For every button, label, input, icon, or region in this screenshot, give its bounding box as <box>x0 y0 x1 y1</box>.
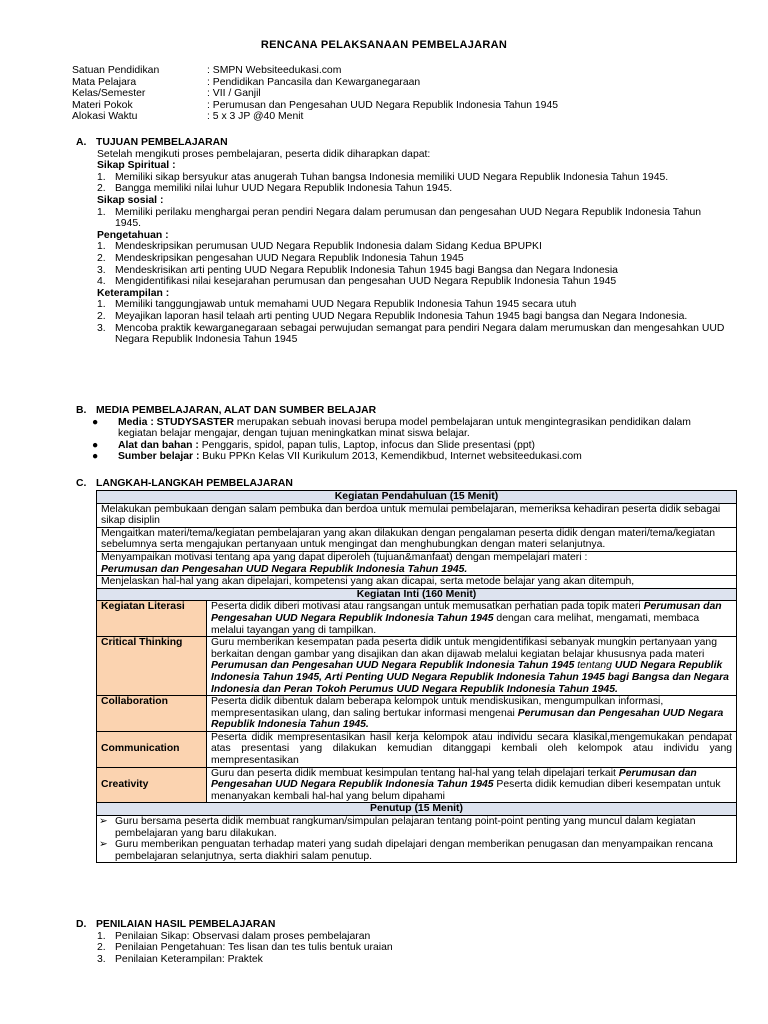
section-c-heading <box>76 478 736 490</box>
text-part: Perumusan dan Pengesahan UUD Negara Republik Indonesia Tahun 1945. <box>211 707 724 731</box>
arrow-bullet-icon: ➢ <box>99 839 108 851</box>
item-number: 3. <box>97 322 106 334</box>
table-row <box>97 491 737 504</box>
list-item <box>90 451 736 463</box>
table-row <box>97 731 737 767</box>
table-row <box>97 551 737 575</box>
critical-thinking-description <box>207 637 737 696</box>
motivation-text: Menyampaikan motivasi tentang apa yang dapat diperoleh (tujuan&manfaat) dengan mempelajari materi : <box>101 551 588 563</box>
item-number: 1. <box>97 206 106 218</box>
table-row <box>97 527 737 551</box>
table-row <box>97 696 737 732</box>
section-c <box>76 478 736 490</box>
identity-row-subject <box>72 77 558 89</box>
identity-value: : Perumusan dan Pengesahan UUD Negara Republik Indonesia Tahun 1945 <box>207 99 559 111</box>
item-label: Sumber belajar : <box>118 451 200 463</box>
section-title: MEDIA PEMBELAJARAN, ALAT DAN SUMBER BELAJAR <box>96 405 377 416</box>
identity-row-topic <box>72 100 558 112</box>
item-text: Penilaian Keterampilan: Praktek <box>115 953 263 965</box>
item-body: merupakan sebuah inovasi berupa model pembelajaran untuk mengintegrasikan pendidikan dalam kegiatan belajar mengajar, dengan tujuan meningkatkan minat siswa belajar. <box>118 416 691 440</box>
text-part: Peserta didik kemudian diberi kesempatan untuk menanyakan kembali hal-hal yang belum dipahami <box>211 779 721 802</box>
opening-activity-header: Kegiatan Pendahuluan (15 Menit) <box>97 491 737 504</box>
core-activity-header: Kegiatan Inti (160 Menit) <box>97 588 737 601</box>
item-number: 2. <box>97 310 106 322</box>
table-row <box>97 576 737 589</box>
item-number: 1. <box>97 171 106 183</box>
identity-block <box>72 65 558 123</box>
list-item <box>97 323 736 346</box>
creativity-description <box>207 767 737 803</box>
text-part: Peserta didik diberi motivasi atau rangsangan untuk memusatkan perhatian pada topik materi <box>211 601 641 613</box>
identity-value: : SMPN Websiteedukasi.com <box>207 65 342 76</box>
section-title: LANGKAH-LANGKAH PEMBELAJARAN <box>96 478 293 489</box>
list-item <box>99 816 732 839</box>
text-part: Guru dan peserta didik membuat kesimpulan tentang hal-hal yang telah dipelajari terkait <box>211 767 619 779</box>
table-row <box>97 637 737 696</box>
identity-label: Kelas/Semester <box>72 88 146 100</box>
identity-row-school <box>72 65 558 77</box>
text-part: dengan cara melihat, mengamati, membaca melalui tayangan yang di tampilkan. <box>211 612 700 636</box>
opening-step <box>97 551 737 575</box>
item-text: Mendeskripsikan pengesahan UUD Negara Republik Indonesia Tahun 1945 <box>115 252 464 264</box>
identity-value: : 5 x 3 JP @40 Menit <box>207 111 304 123</box>
list-item <box>97 276 736 288</box>
text-part: Guru memberikan kesempatan pada peserta didik untuk mengidentifikasi sebanyak mungkin pertanyaan yang berkaitan dengan gambar yang disajikan dan akan dijawab melalui kegiatan belajar khususnya pada materi <box>211 637 717 660</box>
identity-label: Mata Pelajara <box>72 76 137 88</box>
table-row <box>97 803 737 816</box>
list-item <box>97 241 736 253</box>
knowledge-heading: Pengetahuan : <box>97 229 169 241</box>
table-row <box>97 767 737 803</box>
identity-value: : Pendidikan Pancasila dan Kewarganegaraan <box>207 76 421 88</box>
communication-description: Peserta didik mempresentasikan hasil kerja kelompok atau individu secara klasikal,mengemukakan pendapat atas presentasi yang dilakukan kemudian ditanggapi kembali oleh kelompok atau individu yang mempresentasikan <box>207 731 737 767</box>
identity-label: Alokasi Waktu <box>72 111 138 123</box>
table-row <box>97 503 737 527</box>
list-item <box>97 207 736 230</box>
collaboration-label: Collaboration <box>97 696 207 732</box>
item-number: 3. <box>97 264 106 276</box>
opening-step: Menjelaskan hal-hal yang akan dipelajari, kompetensi yang akan dicapai, serta metode belajar yang akan ditempuh, <box>97 576 737 589</box>
item-text: Penilaian Pengetahuan: Tes lisan dan tes tulis bentuk uraian <box>115 942 393 954</box>
item-text: Mendeskripsikan perumusan UUD Negara Republik Indonesia dalam Sidang Kedua BPUPKI <box>115 241 542 253</box>
item-text: Memiliki sikap bersyukur atas anugerah Tuhan bangsa Indonesia memiliki UUD Negara Republik Indonesia Tahun 1945. <box>115 171 669 183</box>
identity-row-time <box>72 111 558 123</box>
text-part: Perumusan dan Pengesahan UUD Negara Republik Indonesia Tahun 1945 <box>211 767 697 791</box>
text-part: UUD Negara Republik Indonesia Tahun 1945, Arti Penting UUD Negara Republik Indonesia Tahun 1945 bagi Bangsa dan Negara Indonesia dan Peran Tokoh Perumus UUD Negara Republik Indonesia Tahun 1945. <box>211 660 729 695</box>
skills-heading: Keterampilan : <box>97 287 170 299</box>
identity-row-class <box>72 88 558 100</box>
identity-label: Satuan Pendidikan <box>72 65 160 76</box>
list-item <box>99 839 732 862</box>
item-body: Buku PPKn Kelas VII Kurikulum 2013, Kemendikbud, Internet websiteedukasi.com <box>199 451 582 463</box>
item-text: Guru memberikan penguatan terhadap materi yang sudah dipelajari dengan memberikan penugasan dan menyampaikan rencana pembelajaran selanjutnya, serta diakhiri salam penutup. <box>115 839 713 862</box>
list-item <box>97 311 736 323</box>
item-text: Mencoba praktik kewarganegaraan sebagai perwujudan semangat para pendiri Negara dalam merumuskan dan mengesahkan UUD Negara Republik Indonesia Tahun 1945 <box>115 322 725 346</box>
item-number: 2. <box>97 252 106 264</box>
opening-step: Mengaitkan materi/tema/kegiatan pembelajaran yang akan dilakukan dengan pengalaman peserta didik dengan materi/tema/kegiatan sebelumnya serta mengajukan pertanyaan untuk mengingat dan menghubungkan dengan materi selanjutnya. <box>97 527 737 551</box>
list-item <box>90 440 736 452</box>
item-label: Media : STUDYSASTER <box>118 416 235 428</box>
list-item <box>97 942 736 954</box>
item-text: Mendeskrisikan arti penting UUD Negara Republik Indonesia Tahun 1945 bagi Bangsa dan Negara Indonesia <box>115 264 618 276</box>
learning-steps-table <box>96 490 737 863</box>
item-text <box>118 417 736 440</box>
spiritual-heading: Sikap Spiritual : <box>97 160 176 172</box>
item-number: 2. <box>97 942 106 954</box>
list-item <box>97 172 736 184</box>
section-a-heading <box>76 137 736 149</box>
list-item <box>97 183 736 195</box>
opening-step: Melakukan pembukaan dengan salam pembuka dan berdoa untuk memulai pembelajaran, memeriksa kehadiran peserta didik sebagai sikap disiplin <box>97 503 737 527</box>
section-letter: C. <box>76 478 87 489</box>
text-part: Perumusan dan Pengesahan UUD Negara Republik Indonesia Tahun 1945 <box>211 601 722 624</box>
item-number: 1. <box>97 241 106 253</box>
closing-activity-header: Penutup (15 Menit) <box>97 803 737 816</box>
bullet-icon: ● <box>92 451 99 463</box>
item-number: 2. <box>97 183 106 195</box>
section-b <box>76 405 736 463</box>
table-row <box>97 588 737 601</box>
section-title: PENILAIAN HASIL PEMBELAJARAN <box>96 919 276 930</box>
bullet-icon: ● <box>92 439 99 451</box>
item-number: 1. <box>97 930 106 942</box>
section-d-heading <box>76 919 736 931</box>
item-label: Alat dan bahan : <box>118 439 199 451</box>
item-text: Memiliki tanggungjawab untuk memahami UUD Negara Republik Indonesia Tahun 1945 secara utuh <box>115 299 577 311</box>
collaboration-description <box>207 696 737 732</box>
table-row <box>97 816 737 863</box>
section-a-intro: Setelah mengikuti proses pembelajaran, peserta didik diharapkan dapat: <box>97 148 431 160</box>
item-text: Penilaian Sikap: Observasi dalam proses pembelajaran <box>115 930 371 942</box>
item-text: Guru bersama peserta didik membuat rangkuman/simpulan pelajaran tentang point-point penting yang muncul dalam kegiatan pembelajaran yang baru dilakukan. <box>115 816 696 839</box>
document-title: RENCANA PELAKSANAAN PEMBELAJARAN <box>260 39 508 51</box>
closing-steps <box>97 816 737 863</box>
arrow-bullet-icon: ➢ <box>99 816 108 828</box>
item-text: Memiliki perilaku menghargai peran pendiri Negara dalam perumusan dan pengesahan UUD Negara Republik Indonesia Tahun 1945. <box>115 206 702 230</box>
text-part: tentang <box>574 660 615 672</box>
list-item <box>90 417 736 440</box>
literacy-label: Kegiatan Literasi <box>97 601 207 637</box>
motivation-topic: Perumusan dan Pengesahan UUD Negara Republik Indonesia Tahun 1945. <box>101 563 468 575</box>
list-item <box>97 299 736 311</box>
item-number: 4. <box>97 276 106 288</box>
critical-thinking-label: Critical Thinking <box>97 637 207 696</box>
item-number: 3. <box>97 953 106 965</box>
list-item <box>97 253 736 265</box>
communication-label: Communication <box>97 731 207 767</box>
table-row <box>97 601 737 637</box>
text-part: Peserta didik dibentuk dalam beberapa kelompok untuk mendiskusikan, mengumpulkan informasi, mempresentasikan ulang, dan saling bertukar informasi mengenai <box>211 696 664 719</box>
item-body: Penggaris, spidol, papan tulis, Laptop, infocus dan Slide presentasi (ppt) <box>198 439 536 451</box>
identity-value: : VII / Ganjil <box>207 88 261 100</box>
section-letter: D. <box>76 919 87 930</box>
item-number: 1. <box>97 299 106 311</box>
list-item <box>97 931 736 943</box>
identity-label: Materi Pokok <box>72 99 133 111</box>
list-item <box>97 954 736 966</box>
list-item <box>97 265 736 277</box>
text-part: Perumusan dan Pengesahan UUD Negara Republik Indonesia Tahun 1945 <box>211 660 575 672</box>
section-d <box>76 919 736 965</box>
item-text: Meyajikan laporan hasil telaah arti penting UUD Negara Republik Indonesia Tahun 1945 bagi bangsa dan Negara Indonesia. <box>115 310 688 322</box>
item-text <box>118 451 582 463</box>
section-a <box>76 137 736 346</box>
item-text: Mengidentifikasi nilai kesejarahan perumusan dan pengesahan UUD Negara Republik Indonesia Tahun 1945 <box>115 276 617 288</box>
item-text <box>118 440 535 452</box>
creativity-label: Creativity <box>97 767 207 803</box>
section-title: TUJUAN PEMBELAJARAN <box>96 137 228 148</box>
section-b-heading <box>76 405 736 417</box>
social-heading: Sikap sosial : <box>97 194 164 206</box>
section-letter: B. <box>76 405 87 416</box>
item-text: Bangga memiliki nilai luhur UUD Negara Republik Indonesia Tahun 1945. <box>115 183 453 195</box>
bullet-icon: ● <box>92 416 99 428</box>
section-letter: A. <box>76 137 87 148</box>
literacy-description <box>207 601 737 637</box>
